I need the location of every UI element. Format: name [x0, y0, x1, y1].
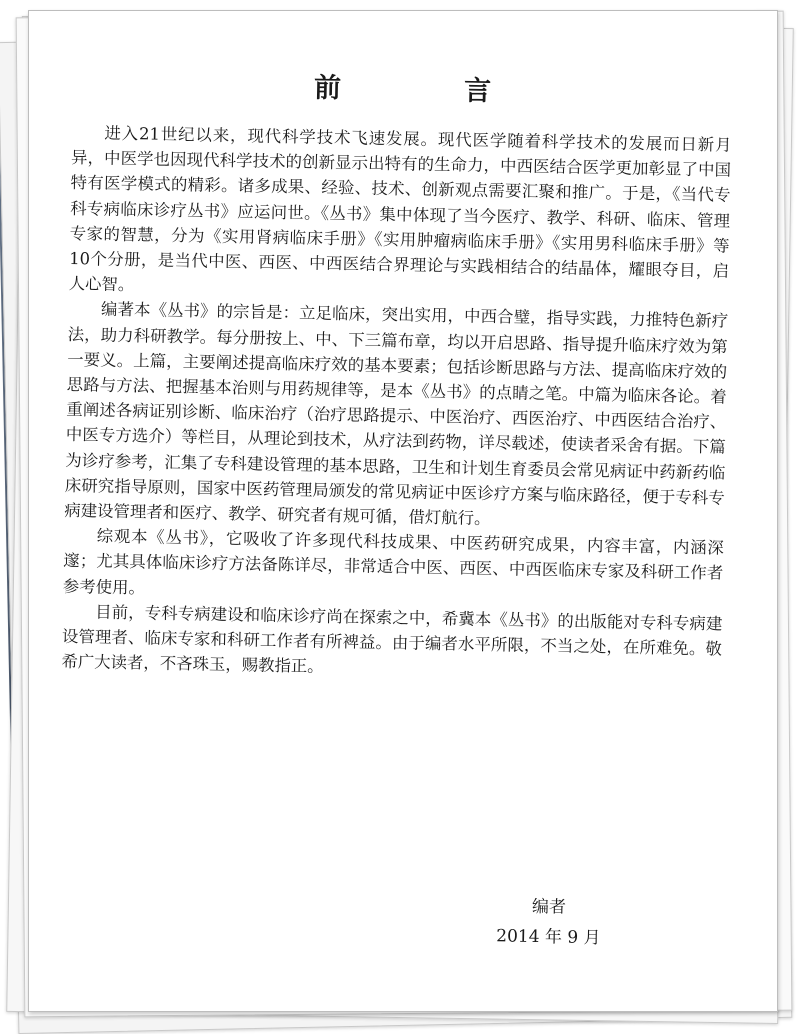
paragraph-1: 进入21世纪以来，现代科学技术飞速发展。现代医学随着科学技术的发展而日新月异，中医学也因现代科学技术的创新显示出特有的生命力，中西医结合医学更加彰显了中国特有医学模式的精彩。诸多成果、经验、技术、创新观点需要汇聚和推广。于是，《当代专科专病临床诊疗丛书》应运问世。《丛书》集中体现了当今医疗、教学、科研、临床、管理专家的智慧，分为《实用肾病临床手册》《实用肿瘤病临床手册》《实用男科临床手册》等10个分册，是当代中医、西医、中西医结合界理论与实践相结合的结晶体，耀眼夺目，启人心智。 [68, 123, 732, 295]
signature-author: 编者 [531, 896, 567, 918]
paragraph-2: 编著本《丛书》的宗旨是：立足临床，突出实用，中西合璧，指导实践，力推特色新疗法，助力科研教学。每分册按上、中、下三篇布章，均以开启思路、指导提升临床疗效为第一要义。上篇，主要阐述提高临床疗效的基本要素；包括诊断思路与方法、提高临床疗效的思路与方法、把握基本治则与用药规律等，是本《丛书》的点睛之笔。中篇为临床各论。着重阐述各病证别诊断、临床治疗（治疗思路提示、中医治疗、西医治疗、中西医结合治疗、中医专方选介）等栏目，从理论到技术，从疗法到药物，详尽载述，使读者采舍有据。下篇为诊疗参考，汇集了专科建设管理的基本思路，卫生和计划生育委员会常见病证中药新药临床研究指导原则，国家中医药管理局颁发的常见病证中医诊疗方案与临床路径，便于专科专病建设管理者和医疗、教学、研究者有规可循，借灯航行。 [64, 300, 729, 529]
page-title: 前 言 [313, 72, 540, 108]
document-page [28, 10, 778, 1012]
paragraph-4: 目前，专科专病建设和临床诊疗尚在探索之中，希冀本《丛书》的出版能对专科专病建设管理者、临床专家和科研工作者有所裨益。由于编者水平所限，不当之处，在所难免。敬希广大读者，不吝珠玉，赐教指正。 [61, 602, 723, 677]
paragraph-3: 综观本《丛书》，它吸收了许多现代科技成果、中医药研究成果，内容丰富，内涵深邃；尤其具体临床诊疗方法备陈详尽，非常适合中医、西医、中西医临床专家及科研工作者参考使用。 [62, 526, 724, 598]
signature-date: 2014 年 9 月 [496, 926, 601, 949]
document-body [61, 61, 733, 949]
signature-block [496, 891, 601, 953]
